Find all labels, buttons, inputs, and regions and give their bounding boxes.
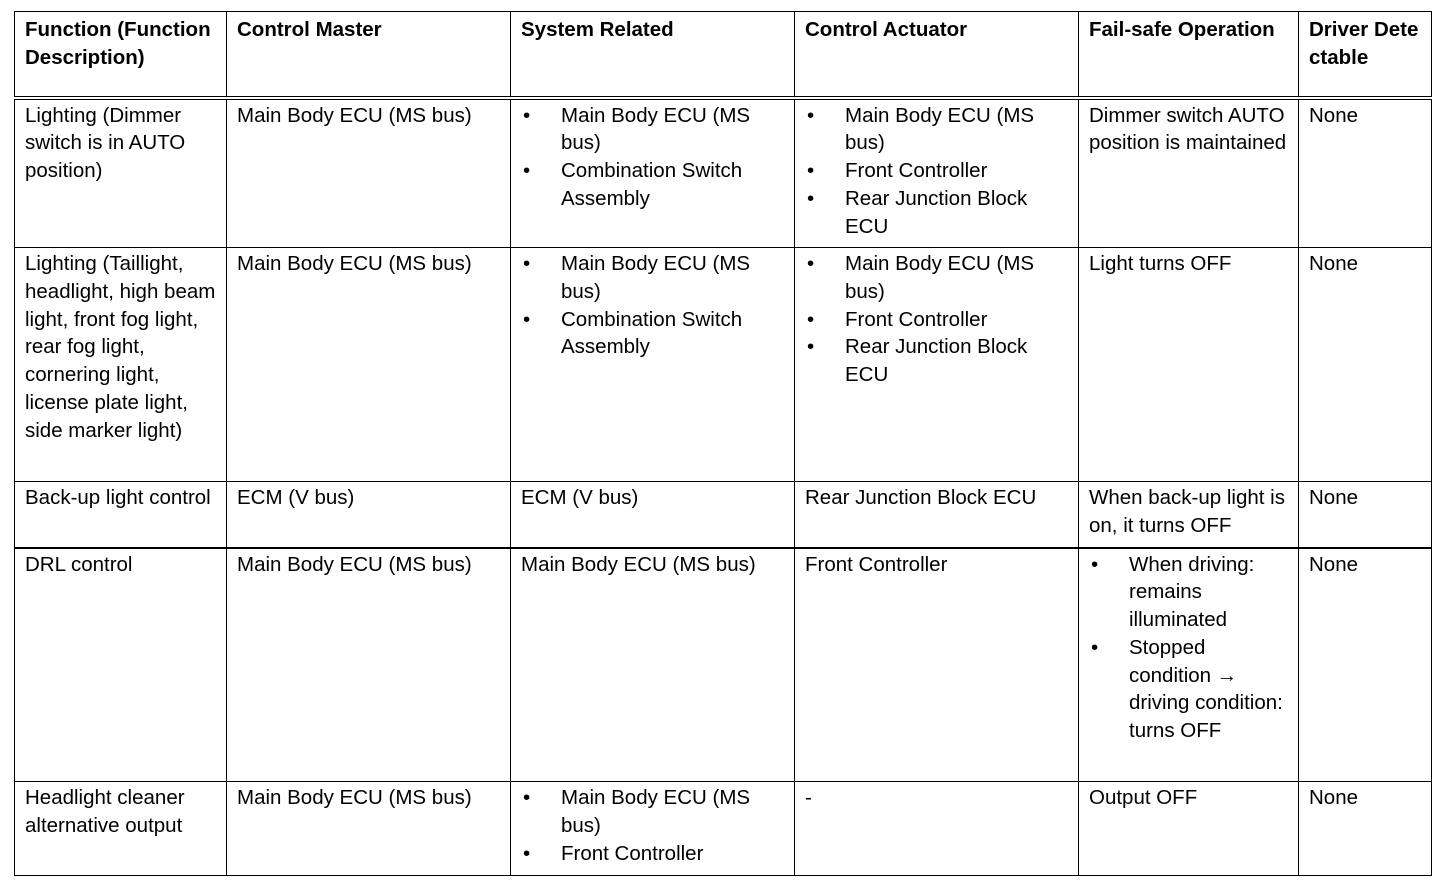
- list-item: [521, 157, 784, 213]
- bullet-list: [805, 102, 1068, 241]
- bullet-icon: •: [523, 307, 531, 331]
- bullet-list: [805, 250, 1068, 389]
- bullet-icon: •: [523, 786, 531, 809]
- list-item-text: Main Body ECU (MS bus): [845, 103, 1035, 155]
- list-item-text: Stopped condition → driving condition: turns OFF: [1129, 635, 1283, 743]
- list-item: [805, 333, 1068, 389]
- list-item-text: Combination Switch Assembly: [561, 159, 743, 210]
- bullet-list: [521, 784, 784, 867]
- list-item-text: Rear Junction Block ECU: [845, 186, 1028, 238]
- list-item: [805, 102, 1068, 158]
- cell-control-actuator: Rear Junction Block ECU: [795, 482, 1079, 548]
- bullet-list: [521, 250, 784, 361]
- cell-driver-detectable: None: [1299, 482, 1432, 548]
- list-item: [805, 157, 1068, 185]
- bullet-icon: •: [1091, 552, 1099, 576]
- cell-fail-safe: When back-up light is on, it turns OFF: [1079, 482, 1299, 548]
- cell-system-related: [511, 248, 795, 482]
- bullet-list: [521, 102, 784, 213]
- bullet-icon: •: [523, 159, 531, 183]
- list-item: [521, 306, 784, 362]
- list-item-text: Front Controller: [561, 841, 704, 865]
- header-row: [15, 12, 1432, 98]
- table-row: [15, 782, 1432, 876]
- cell-control-actuator: -: [795, 782, 1079, 876]
- cell-fail-safe: Light turns OFF: [1079, 248, 1299, 482]
- cell-system-related: [511, 782, 795, 876]
- cell-function: Lighting (Dimmer switch is in AUTO position): [15, 98, 227, 248]
- bullet-icon: •: [523, 841, 531, 865]
- cell-system-related: [511, 98, 795, 248]
- cell-function: Lighting (Taillight, headlight, high beam light, front fog light, rear fog light, cornering light, license plate light, side marker light): [15, 248, 227, 482]
- header-driver-detectable: Driver Detectable: [1299, 12, 1432, 98]
- fail-safe-table: [14, 11, 1432, 876]
- header-system-related: System Related: [511, 12, 795, 98]
- cell-fail-safe: Dimmer switch AUTO position is maintained: [1079, 98, 1299, 248]
- cell-fail-safe: [1079, 548, 1299, 782]
- table-row: [15, 548, 1432, 782]
- cell-function: Back-up light control: [15, 482, 227, 548]
- bullet-icon: •: [523, 252, 531, 275]
- cell-driver-detectable: None: [1299, 98, 1432, 248]
- cell-driver-detectable: None: [1299, 548, 1432, 782]
- bullet-icon: •: [807, 307, 815, 331]
- header-function: Function (Function Description): [15, 12, 227, 98]
- bullet-icon: •: [1091, 635, 1099, 659]
- bullet-icon: •: [807, 159, 815, 183]
- header-control-actuator: Control Actuator: [795, 12, 1079, 98]
- table-row: [15, 482, 1432, 548]
- cell-function: Headlight cleaner alternative output: [15, 782, 227, 876]
- list-item: [805, 250, 1068, 306]
- bullet-list: [1089, 551, 1288, 746]
- header-control-master: Control Master: [227, 12, 511, 98]
- list-item-text: Main Body ECU (MS bus): [561, 103, 751, 155]
- table-row: [15, 248, 1432, 482]
- cell-fail-safe: Output OFF: [1079, 782, 1299, 876]
- list-item-text: Front Controller: [845, 159, 988, 183]
- list-item-text: Front Controller: [845, 307, 988, 331]
- list-item: [805, 306, 1068, 334]
- bullet-icon: •: [807, 335, 815, 359]
- list-item-text: Main Body ECU (MS bus): [845, 252, 1035, 303]
- list-item: [805, 185, 1068, 241]
- list-item-text: When driving: remains illuminated: [1129, 552, 1255, 632]
- bullet-icon: •: [807, 186, 815, 210]
- table-row: [15, 98, 1432, 248]
- bullet-icon: •: [523, 103, 531, 127]
- list-item: [521, 102, 784, 158]
- cell-control-actuator: [795, 248, 1079, 482]
- bullet-icon: •: [807, 252, 815, 275]
- list-item: [1089, 634, 1288, 745]
- list-item: [1089, 551, 1288, 634]
- list-item: [521, 784, 784, 840]
- list-item-text: Main Body ECU (MS bus): [561, 786, 751, 837]
- cell-control-master: Main Body ECU (MS bus): [227, 782, 511, 876]
- list-item-text: Main Body ECU (MS bus): [561, 252, 751, 303]
- cell-control-master: Main Body ECU (MS bus): [227, 548, 511, 782]
- cell-system-related: ECM (V bus): [511, 482, 795, 548]
- cell-driver-detectable: None: [1299, 782, 1432, 876]
- cell-control-master: Main Body ECU (MS bus): [227, 248, 511, 482]
- list-item-text: Rear Junction Block ECU: [845, 335, 1028, 387]
- list-item-text: Combination Switch Assembly: [561, 307, 743, 359]
- header-fail-safe: Fail-safe Operation: [1079, 12, 1299, 98]
- cell-driver-detectable: None: [1299, 248, 1432, 482]
- cell-control-master: Main Body ECU (MS bus): [227, 98, 511, 248]
- cell-control-actuator: Front Controller: [795, 548, 1079, 782]
- list-item: [521, 840, 784, 868]
- bullet-icon: •: [807, 103, 815, 127]
- list-item: [521, 250, 784, 306]
- cell-control-master: ECM (V bus): [227, 482, 511, 548]
- cell-function: DRL control: [15, 548, 227, 782]
- cell-control-actuator: [795, 98, 1079, 248]
- cell-system-related: Main Body ECU (MS bus): [511, 548, 795, 782]
